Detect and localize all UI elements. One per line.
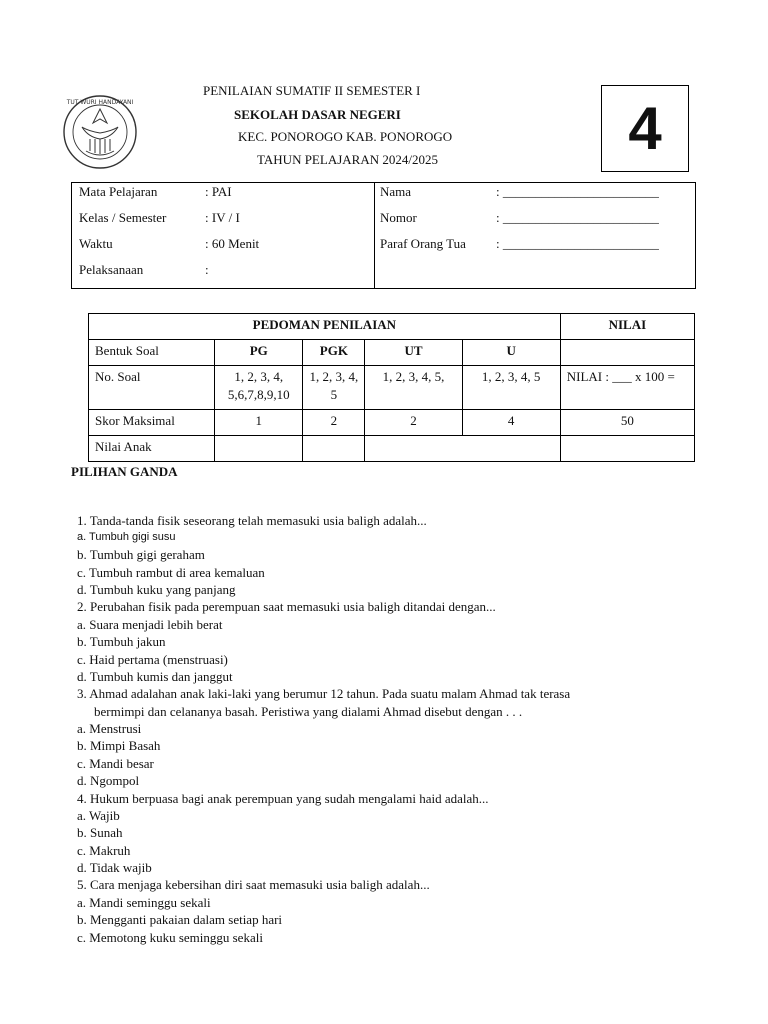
pg-student-score[interactable] xyxy=(215,436,303,462)
question-type-label: Bentuk Soal xyxy=(89,340,215,366)
question-text-continued: bermimpi dan celananya basah. Peristiwa yang dialami Ahmad disebut dengan . . . xyxy=(94,704,523,719)
option-d[interactable]: d. Ngompol xyxy=(77,773,140,788)
type-pgk: PGK xyxy=(303,340,365,366)
time-value: : 60 Menit xyxy=(205,236,260,251)
svg-text:TUT WURI HANDAYANI: TUT WURI HANDAYANI xyxy=(66,99,134,106)
date-label: Pelaksanaan xyxy=(79,262,144,277)
ut-u-student-score[interactable] xyxy=(365,436,560,462)
parent-signature-label: Paraf Orang Tua xyxy=(380,236,466,251)
question-number: 4. xyxy=(77,791,87,806)
question-number: 3. xyxy=(77,686,87,701)
subject-value: : PAI xyxy=(205,184,232,199)
option-b[interactable]: b. Sunah xyxy=(77,825,123,840)
class-label: Kelas / Semester xyxy=(79,210,167,225)
question-3 xyxy=(77,685,570,702)
table-row xyxy=(89,410,695,436)
question-text: Perubahan fisik pada perempuan saat memasuki usia baligh ditandai dengan... xyxy=(90,599,496,614)
option-b[interactable]: b. Tumbuh gigi geraham xyxy=(77,547,205,562)
option-c[interactable]: c. Tumbuh rambut di area kemaluan xyxy=(77,565,265,580)
question-number: 2. xyxy=(77,599,87,614)
empty-cell xyxy=(560,340,694,366)
score-formula: NILAI : ___ x 100 = xyxy=(560,366,694,410)
option-b[interactable]: b. Mengganti pakaian dalam setiap hari xyxy=(77,912,283,927)
date-value: : xyxy=(205,262,209,277)
question-5 xyxy=(77,876,430,893)
assessment-title: PENILAIAN SUMATIF II SEMESTER I xyxy=(203,83,421,98)
school-district: KEC. PONOROGO KAB. PONOROGO xyxy=(238,129,453,144)
option-c[interactable]: c. Haid pertama (menstruasi) xyxy=(77,652,228,667)
option-d[interactable]: d. Tidak wajib xyxy=(77,860,152,875)
table-row xyxy=(89,314,695,340)
academic-year: TAHUN PELAJARAN 2024/2025 xyxy=(257,152,438,167)
subject-label: Mata Pelajaran xyxy=(79,184,158,199)
question-text: Hukum berpuasa bagi anak perempuan yang sudah mengalami haid adalah... xyxy=(90,791,489,806)
option-a[interactable]: a. Wajib xyxy=(77,808,120,823)
class-value: : IV / I xyxy=(205,210,240,225)
pgk-questions: 1, 2, 3, 4, 5 xyxy=(303,366,365,410)
pgk-max-score: 2 xyxy=(303,410,365,436)
u-questions: 1, 2, 3, 4, 5 xyxy=(462,366,560,410)
option-a[interactable]: a. Menstrusi xyxy=(77,721,142,736)
option-a[interactable]: a. Mandi seminggu sekali xyxy=(77,895,211,910)
final-score[interactable] xyxy=(560,436,694,462)
question-1 xyxy=(77,512,427,529)
question-2 xyxy=(77,598,496,615)
option-c[interactable]: c. Makruh xyxy=(77,843,131,858)
parent-signature-field[interactable]: : ________________________ xyxy=(496,236,659,251)
score-header: NILAI xyxy=(560,314,694,340)
pg-questions: 1, 2, 3, 4, 5,6,7,8,9,10 xyxy=(215,366,303,410)
student-score-label: Nilai Anak xyxy=(89,436,215,462)
question-number: 5. xyxy=(77,877,87,892)
tut-wuri-handayani-logo xyxy=(60,93,140,171)
option-b[interactable]: b. Mimpi Basah xyxy=(77,738,161,753)
question-number-label: No. Soal xyxy=(89,366,215,410)
max-score-label: Skor Maksimal xyxy=(89,410,215,436)
question-text: Tanda-tanda fisik seseorang telah memasuki usia baligh adalah... xyxy=(89,513,427,528)
scoring-guide-title: PEDOMAN PENILAIAN xyxy=(89,314,561,340)
pgk-student-score[interactable] xyxy=(303,436,365,462)
type-u: U xyxy=(462,340,560,366)
option-a[interactable]: a. Tumbuh gigi susu xyxy=(77,531,176,543)
number-label: Nomor xyxy=(380,210,417,225)
school-name: SEKOLAH DASAR NEGERI xyxy=(234,107,401,122)
question-text: Cara menjaga kebersihan diri saat memasuki usia baligh adalah... xyxy=(90,877,430,892)
option-c[interactable]: c. Memotong kuku seminggu sekali xyxy=(77,930,263,945)
question-number: 1. xyxy=(77,513,87,528)
info-divider xyxy=(374,183,375,288)
section-title: PILIHAN GANDA xyxy=(71,464,178,479)
name-field[interactable]: : ________________________ xyxy=(496,184,659,199)
option-d[interactable]: d. Tumbuh kuku yang panjang xyxy=(77,582,236,597)
u-max-score: 4 xyxy=(462,410,560,436)
table-row xyxy=(89,436,695,462)
table-row xyxy=(89,366,695,410)
question-4 xyxy=(77,790,489,807)
time-label: Waktu xyxy=(79,236,113,251)
ut-questions: 1, 2, 3, 4, 5, xyxy=(365,366,462,410)
type-ut: UT xyxy=(365,340,462,366)
score-divisor: 50 xyxy=(560,410,694,436)
option-c[interactable]: c. Mandi besar xyxy=(77,756,154,771)
option-a[interactable]: a. Suara menjadi lebih berat xyxy=(77,617,223,632)
option-d[interactable]: d. Tumbuh kumis dan janggut xyxy=(77,669,233,684)
pg-max-score: 1 xyxy=(215,410,303,436)
name-label: Nama xyxy=(380,184,412,199)
scoring-guide-table xyxy=(88,313,695,462)
page-number-box: 4 xyxy=(601,85,689,172)
option-b[interactable]: b. Tumbuh jakun xyxy=(77,634,166,649)
student-info-box xyxy=(71,182,696,289)
table-row xyxy=(89,340,695,366)
number-field[interactable]: : ________________________ xyxy=(496,210,659,225)
ut-max-score: 2 xyxy=(365,410,462,436)
question-text: Ahmad adalahan anak laki-laki yang berumur 12 tahun. Pada suatu malam Ahmad tak terasa xyxy=(89,686,571,701)
type-pg: PG xyxy=(215,340,303,366)
